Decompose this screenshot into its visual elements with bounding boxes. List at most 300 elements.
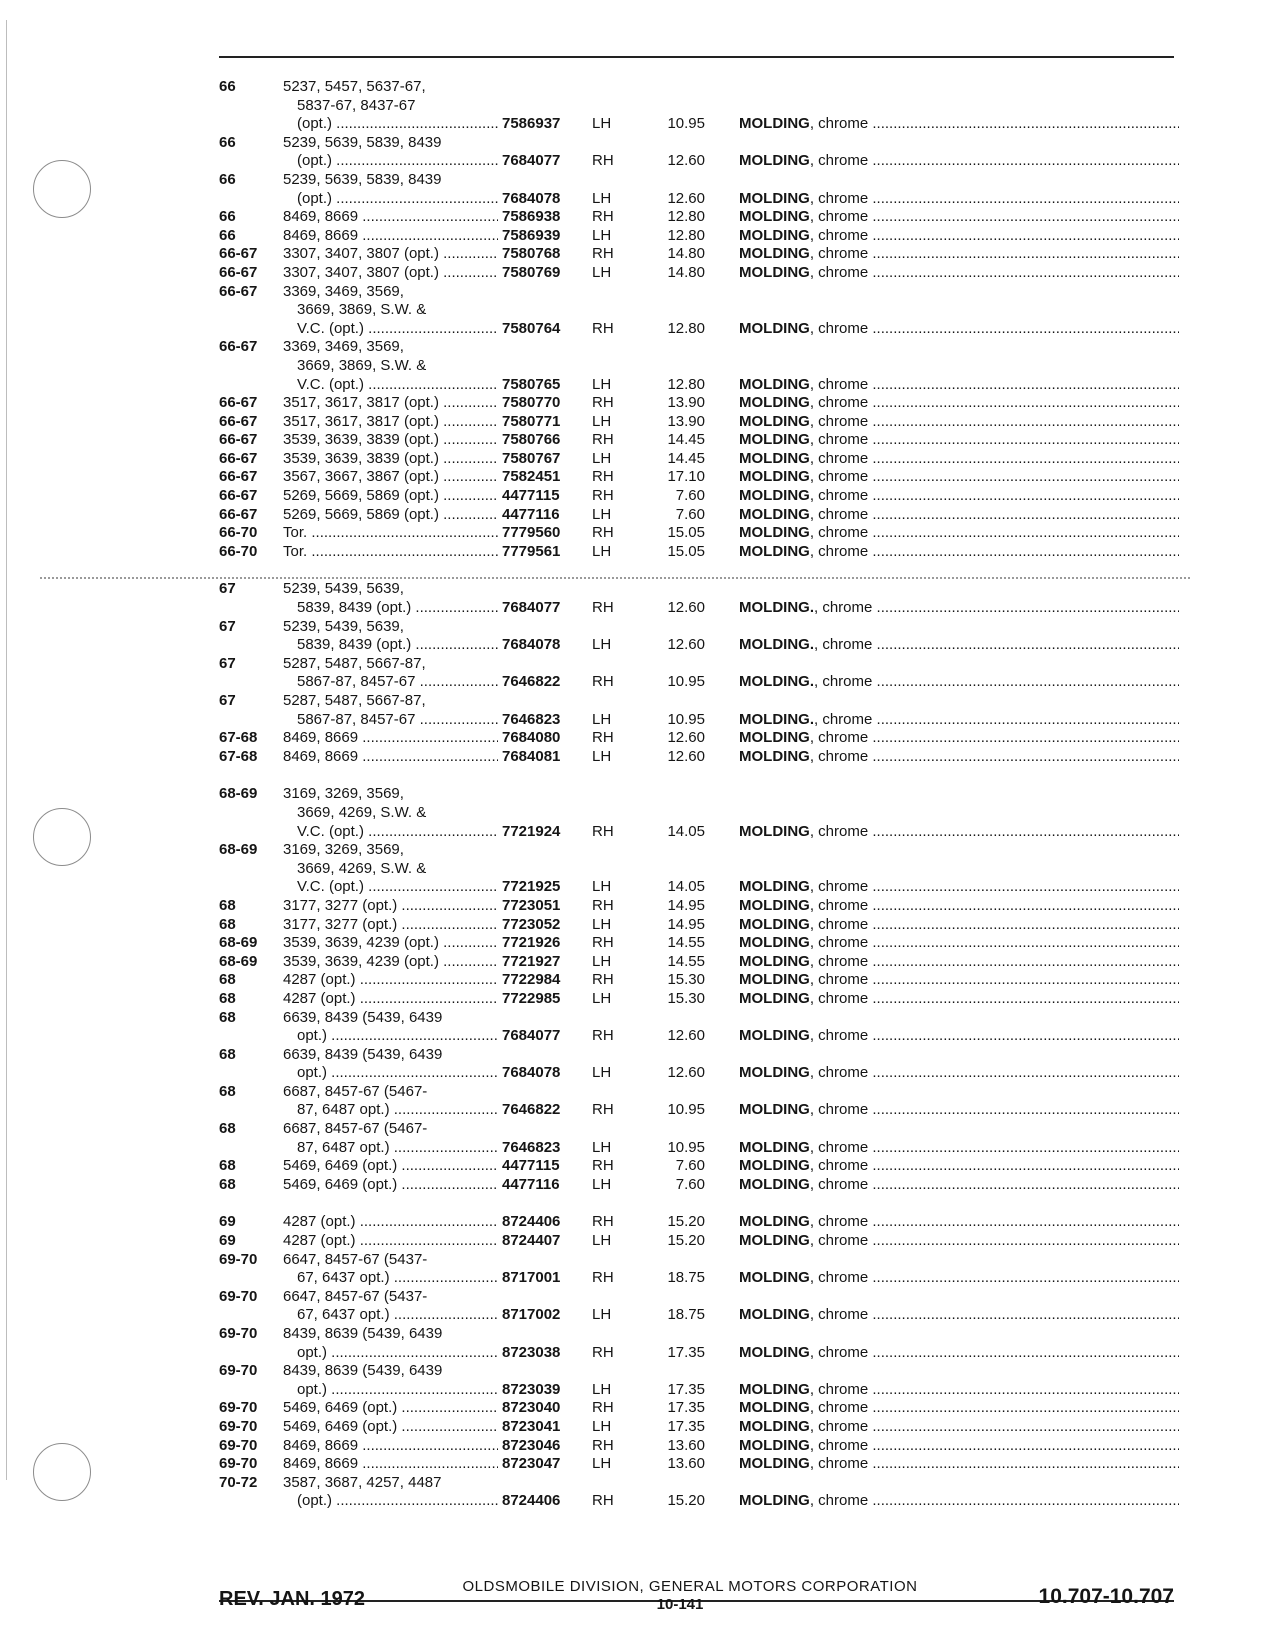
- model-numbers: [283, 413, 498, 432]
- side-code: RH: [592, 1157, 614, 1175]
- part-number: 7582451: [502, 468, 561, 486]
- model-year: 69-70: [219, 1287, 258, 1305]
- description-suffix: , chrome .....: [810, 376, 1179, 393]
- list-price: 15.20: [667, 1213, 705, 1231]
- table-row: [219, 524, 1179, 543]
- model-line: 3177, 3277 (opt.) .....: [283, 897, 498, 916]
- description-label: MOLDING: [739, 375, 810, 393]
- list-price: 10.95: [667, 1138, 705, 1156]
- model-numbers: [283, 1083, 498, 1120]
- description-suffix: , chrome .....: [810, 1455, 1179, 1472]
- model-numbers: [283, 971, 498, 990]
- side-code: RH: [592, 487, 614, 505]
- model-line: opt.) .....: [283, 1344, 498, 1363]
- description-label: MOLDING: [739, 747, 810, 765]
- model-line: 3539, 3639, 4239 (opt.) .....: [283, 934, 498, 953]
- model-numbers: [283, 785, 498, 841]
- top-rule: [219, 56, 1174, 58]
- side-code: LH: [592, 1455, 612, 1473]
- side-code: RH: [592, 673, 614, 691]
- part-description: [739, 1492, 1179, 1511]
- description-suffix: , chrome .....: [810, 916, 1179, 933]
- model-line: 3567, 3667, 3867 (opt.) .....: [283, 468, 498, 487]
- model-year: 66-67: [219, 468, 258, 486]
- list-price: 17.35: [667, 1343, 705, 1361]
- model-line: 8469, 8669 .....: [283, 1455, 498, 1474]
- model-year: 66: [219, 170, 236, 188]
- model-line: 3587, 3687, 4257, 4487: [283, 1473, 442, 1491]
- side-code: LH: [592, 1380, 612, 1398]
- model-year: 66-67: [219, 487, 258, 505]
- side-code: RH: [592, 1492, 614, 1510]
- model-year: 68-69: [219, 952, 258, 970]
- part-description: [739, 320, 1179, 339]
- description-label: MOLDING: [739, 878, 810, 896]
- side-code: LH: [592, 1232, 612, 1250]
- model-line: 6687, 8457-67 (5467-: [283, 1082, 428, 1100]
- model-year: 67: [219, 692, 236, 709]
- model-numbers: [283, 934, 498, 953]
- model-line: V.C. (opt.) .....: [283, 823, 498, 842]
- list-price: 13.60: [667, 1436, 705, 1454]
- description-suffix: , chrome .....: [810, 1399, 1179, 1416]
- description-suffix: , chrome .....: [810, 468, 1179, 485]
- description-label: MOLDING: [739, 208, 810, 226]
- table-row: [219, 208, 1179, 227]
- list-price: 15.05: [667, 542, 705, 560]
- table-row: [219, 729, 1179, 748]
- model-line: 87, 6487 opt.) .....: [283, 1101, 498, 1120]
- model-numbers: [283, 1251, 498, 1288]
- table-row: [219, 1325, 1179, 1362]
- part-description: [739, 599, 1179, 618]
- part-number: 8724407: [502, 1232, 561, 1250]
- description-label: MOLDING: [739, 189, 810, 207]
- description-label: MOLDING: [739, 915, 810, 933]
- model-year: 66-70: [219, 524, 258, 542]
- model-line: 4287 (opt.) .....: [283, 1232, 498, 1251]
- side-code: RH: [592, 208, 614, 226]
- part-number: 8724406: [502, 1492, 561, 1510]
- side-code: LH: [592, 542, 612, 560]
- table-row: [219, 171, 1179, 208]
- part-number: 8724406: [502, 1213, 561, 1231]
- description-label: MOLDING: [739, 1064, 810, 1082]
- list-price: 14.45: [667, 449, 705, 467]
- description-suffix: , chrome .....: [810, 1213, 1179, 1230]
- model-line: 8439, 8639 (5439, 6439: [283, 1325, 443, 1342]
- description-label: MOLDING: [739, 468, 810, 486]
- side-code: RH: [592, 896, 614, 914]
- description-suffix: , chrome .....: [810, 1269, 1179, 1286]
- list-price: 14.80: [667, 245, 705, 263]
- description-label: MOLDING: [739, 263, 810, 281]
- description-suffix: , chrome .....: [810, 1027, 1179, 1044]
- list-price: 7.60: [675, 487, 705, 505]
- footer-corporation: OLDSMOBILE DIVISION, GENERAL MOTORS CORPORATION: [430, 1578, 950, 1595]
- part-description: [739, 152, 1179, 171]
- model-year: 69: [219, 1213, 236, 1231]
- part-number: 7646823: [502, 710, 561, 728]
- table-row: [219, 692, 1179, 729]
- model-year: 66: [219, 133, 236, 151]
- model-numbers: [283, 1157, 498, 1176]
- side-code: RH: [592, 1101, 614, 1119]
- side-code: LH: [592, 878, 612, 896]
- table-row: [219, 748, 1179, 767]
- list-price: 17.10: [667, 468, 705, 486]
- description-suffix: , chrome .....: [810, 1176, 1179, 1193]
- table-row: [219, 990, 1179, 1009]
- part-number: 8717001: [502, 1269, 561, 1287]
- model-line: 5269, 5669, 5869 (opt.) .....: [283, 506, 498, 525]
- part-number: 7779560: [502, 524, 561, 542]
- model-line: 3669, 3869, S.W. &: [297, 301, 427, 319]
- model-numbers: [283, 506, 498, 525]
- model-line: 5469, 6469 (opt.) .....: [283, 1418, 498, 1437]
- description-suffix: , chrome .....: [810, 1437, 1179, 1454]
- side-code: LH: [592, 226, 612, 244]
- model-year: 66-67: [219, 449, 258, 467]
- table-row: [219, 468, 1179, 487]
- table-row: [219, 227, 1179, 246]
- description-label: MOLDING: [739, 245, 810, 263]
- table-row: [219, 1288, 1179, 1325]
- description-label: MOLDING: [739, 1157, 810, 1175]
- model-numbers: [283, 227, 498, 246]
- model-line: V.C. (opt.) .....: [283, 320, 498, 339]
- side-code: RH: [592, 1399, 614, 1417]
- list-price: 14.05: [667, 822, 705, 840]
- model-year: 68: [219, 1157, 236, 1175]
- part-description: [739, 1399, 1179, 1418]
- part-description: [739, 1381, 1179, 1400]
- model-line: 6687, 8457-67 (5467-: [283, 1120, 428, 1138]
- part-number: 8723038: [502, 1343, 561, 1361]
- side-code: RH: [592, 394, 614, 412]
- part-description: [739, 897, 1179, 916]
- part-description: [739, 878, 1179, 897]
- list-price: 12.60: [667, 189, 705, 207]
- model-numbers: [283, 78, 498, 134]
- model-line: 8469, 8669 .....: [283, 1437, 498, 1456]
- model-line: 3369, 3469, 3569,: [283, 282, 404, 300]
- list-price: 12.60: [667, 747, 705, 765]
- model-numbers: [283, 1176, 498, 1195]
- description-label: MOLDING: [739, 971, 810, 989]
- table-row: [219, 916, 1179, 935]
- list-price: 15.20: [667, 1232, 705, 1250]
- model-line: 3517, 3617, 3817 (opt.) .....: [283, 394, 498, 413]
- model-line: 6639, 8439 (5439, 6439: [283, 1008, 443, 1026]
- model-line: 3517, 3617, 3817 (opt.) .....: [283, 413, 498, 432]
- model-numbers: [283, 655, 498, 692]
- model-year: 69-70: [219, 1362, 258, 1380]
- part-description: [739, 245, 1179, 264]
- model-numbers: [283, 748, 498, 767]
- model-year: 69-70: [219, 1250, 258, 1268]
- list-price: 7.60: [675, 1157, 705, 1175]
- model-line: opt.) .....: [283, 1064, 498, 1083]
- side-code: RH: [592, 934, 614, 952]
- model-numbers: [283, 1232, 498, 1251]
- list-price: 12.80: [667, 208, 705, 226]
- model-year: 66-67: [219, 263, 258, 281]
- model-numbers: [283, 729, 498, 748]
- part-description: [739, 1344, 1179, 1363]
- part-number: 8723047: [502, 1455, 561, 1473]
- description-label: MOLDING: [739, 449, 810, 467]
- part-description: [739, 487, 1179, 506]
- description-label: MOLDING: [739, 394, 810, 412]
- model-line: 3539, 3639, 4239 (opt.) .....: [283, 953, 498, 972]
- description-label: MOLDING: [739, 729, 810, 747]
- part-number: 7684077: [502, 152, 561, 170]
- part-description: [739, 190, 1179, 209]
- side-code: RH: [592, 971, 614, 989]
- side-code: RH: [592, 1343, 614, 1361]
- part-number: 7586937: [502, 115, 561, 133]
- part-number: 7684081: [502, 747, 561, 765]
- description-label: MOLDING: [739, 952, 810, 970]
- model-year: 66-67: [219, 505, 258, 523]
- part-description: [739, 636, 1179, 655]
- part-description: [739, 990, 1179, 1009]
- model-line: 3369, 3469, 3569,: [283, 338, 404, 356]
- list-price: 14.55: [667, 934, 705, 952]
- description-label: MOLDING: [739, 1399, 810, 1417]
- description-suffix: , chrome .....: [814, 636, 1179, 653]
- model-line: 4287 (opt.) .....: [283, 971, 498, 990]
- table-row: [219, 245, 1179, 264]
- model-numbers: [283, 692, 498, 729]
- table-row: [219, 618, 1179, 655]
- part-description: [739, 506, 1179, 525]
- model-line: 3669, 4269, S.W. &: [297, 859, 427, 877]
- side-code: RH: [592, 319, 614, 337]
- part-description: [739, 823, 1179, 842]
- side-code: RH: [592, 1436, 614, 1454]
- model-numbers: [283, 1009, 498, 1046]
- model-numbers: [283, 208, 498, 227]
- description-label: MOLDING: [739, 822, 810, 840]
- list-price: 14.55: [667, 952, 705, 970]
- part-description: [739, 394, 1179, 413]
- side-code: LH: [592, 505, 612, 523]
- part-description: [739, 1455, 1179, 1474]
- model-year: 69: [219, 1232, 236, 1250]
- model-year: 67-68: [219, 729, 258, 747]
- model-year: 69-70: [219, 1436, 258, 1454]
- part-description: [739, 468, 1179, 487]
- part-number: 8723040: [502, 1399, 561, 1417]
- list-price: 14.05: [667, 878, 705, 896]
- part-number: 7723052: [502, 915, 561, 933]
- side-code: LH: [592, 412, 612, 430]
- list-price: 18.75: [667, 1269, 705, 1287]
- part-number: 7580769: [502, 263, 561, 281]
- list-price: 14.80: [667, 263, 705, 281]
- model-numbers: [283, 580, 498, 617]
- list-price: 10.95: [667, 673, 705, 691]
- part-description: [739, 1437, 1179, 1456]
- model-year: 69-70: [219, 1399, 258, 1417]
- model-numbers: [283, 1288, 498, 1325]
- description-label: MOLDING: [739, 542, 810, 560]
- description-label: MOLDING.: [739, 636, 814, 654]
- part-number: 8723039: [502, 1380, 561, 1398]
- list-price: 12.60: [667, 1027, 705, 1045]
- part-description: [739, 227, 1179, 246]
- model-numbers: [283, 245, 498, 264]
- description-suffix: , chrome .....: [810, 1306, 1179, 1323]
- description-suffix: , chrome .....: [810, 1232, 1179, 1249]
- footer-section-code: 10.707-10.707: [1038, 1585, 1174, 1608]
- model-year: 66-67: [219, 431, 258, 449]
- part-description: [739, 971, 1179, 990]
- part-description: [739, 711, 1179, 730]
- list-price: 14.45: [667, 431, 705, 449]
- part-number: 4477116: [502, 505, 560, 523]
- table-row: [219, 1046, 1179, 1083]
- table-row: [219, 1251, 1179, 1288]
- part-description: [739, 1418, 1179, 1437]
- model-numbers: [283, 524, 498, 543]
- part-number: 7646823: [502, 1138, 561, 1156]
- table-row: [219, 934, 1179, 953]
- part-number: 7684078: [502, 1064, 561, 1082]
- model-year: 68: [219, 1008, 236, 1026]
- description-suffix: , chrome .....: [810, 748, 1179, 765]
- description-suffix: , chrome .....: [810, 878, 1179, 895]
- part-number: 7580771: [502, 412, 561, 430]
- table-row: [219, 1176, 1179, 1195]
- part-number: 7684077: [502, 599, 561, 617]
- model-year: 69-70: [219, 1325, 258, 1342]
- list-price: 13.90: [667, 394, 705, 412]
- description-label: MOLDING.: [739, 710, 814, 728]
- binder-hole-bottom: [33, 1443, 91, 1501]
- side-code: RH: [592, 1269, 614, 1287]
- table-row: [219, 580, 1179, 617]
- description-suffix: , chrome .....: [810, 1139, 1179, 1156]
- table-row: [219, 841, 1179, 897]
- model-line: 3177, 3277 (opt.) .....: [283, 916, 498, 935]
- table-row: [219, 1083, 1179, 1120]
- part-description: [739, 1269, 1179, 1288]
- model-line: 4287 (opt.) .....: [283, 990, 498, 1009]
- description-suffix: , chrome .....: [810, 208, 1179, 225]
- side-code: RH: [592, 729, 614, 747]
- model-numbers: [283, 1325, 498, 1362]
- part-description: [739, 1064, 1179, 1083]
- footer-page-number: 10-141: [656, 1596, 704, 1613]
- description-suffix: , chrome .....: [810, 227, 1179, 244]
- description-label: MOLDING: [739, 1436, 810, 1454]
- model-line: 5269, 5669, 5869 (opt.) .....: [283, 487, 498, 506]
- description-suffix: , chrome .....: [810, 115, 1179, 132]
- table-row: [219, 785, 1179, 841]
- model-line: 3169, 3269, 3569,: [283, 785, 404, 803]
- part-number: 7684080: [502, 729, 561, 747]
- table-row: [219, 1157, 1179, 1176]
- model-year: 68: [219, 1082, 236, 1100]
- part-number: 7721924: [502, 822, 561, 840]
- description-suffix: , chrome .....: [810, 971, 1179, 988]
- part-number: 7586939: [502, 226, 561, 244]
- table-row: [219, 1455, 1179, 1474]
- model-numbers: [283, 1399, 498, 1418]
- model-line: 5867-87, 8457-67 .....: [283, 711, 498, 730]
- description-suffix: , chrome .....: [814, 711, 1179, 728]
- list-price: 12.60: [667, 152, 705, 170]
- description-label: MOLDING: [739, 989, 810, 1007]
- model-line: (opt.) .....: [283, 115, 498, 134]
- description-suffix: , chrome .....: [810, 1101, 1179, 1118]
- side-code: RH: [592, 822, 614, 840]
- description-suffix: , chrome .....: [810, 990, 1179, 1007]
- table-row: [219, 394, 1179, 413]
- part-number: 7580767: [502, 449, 561, 467]
- list-price: 17.35: [667, 1399, 705, 1417]
- description-suffix: , chrome .....: [810, 1064, 1179, 1081]
- description-label: MOLDING: [739, 319, 810, 337]
- description-suffix: , chrome .....: [810, 823, 1179, 840]
- part-description: [739, 450, 1179, 469]
- model-line: 5237, 5457, 5637-67,: [283, 78, 426, 95]
- part-number: 7580765: [502, 375, 561, 393]
- part-description: [739, 1176, 1179, 1195]
- model-numbers: [283, 283, 498, 339]
- model-line: 5837-67, 8437-67: [297, 96, 416, 114]
- model-numbers: [283, 468, 498, 487]
- model-numbers: [283, 953, 498, 972]
- table-row: [219, 450, 1179, 469]
- model-numbers: [283, 450, 498, 469]
- table-row: [219, 897, 1179, 916]
- side-code: LH: [592, 1417, 612, 1435]
- model-line: 3539, 3639, 3839 (opt.) .....: [283, 431, 498, 450]
- part-number: 7580770: [502, 394, 561, 412]
- side-code: LH: [592, 989, 612, 1007]
- list-price: 12.60: [667, 636, 705, 654]
- side-code: RH: [592, 152, 614, 170]
- part-number: 8723046: [502, 1436, 561, 1454]
- part-number: 7721926: [502, 934, 561, 952]
- description-label: MOLDING.: [739, 599, 814, 617]
- list-price: 17.35: [667, 1417, 705, 1435]
- description-suffix: , chrome .....: [810, 487, 1179, 504]
- model-line: 8439, 8639 (5439, 6439: [283, 1362, 443, 1380]
- description-suffix: , chrome .....: [810, 152, 1179, 169]
- part-description: [739, 1101, 1179, 1120]
- model-line: (opt.) .....: [283, 152, 498, 171]
- list-price: 7.60: [675, 1175, 705, 1193]
- description-label: MOLDING: [739, 412, 810, 430]
- side-code: LH: [592, 1138, 612, 1156]
- model-year: 66-67: [219, 412, 258, 430]
- binder-hole-middle: [33, 808, 91, 866]
- part-number: 7646822: [502, 673, 561, 691]
- model-year: 69-70: [219, 1417, 258, 1435]
- model-year: 66-67: [219, 338, 258, 356]
- model-year: 68-69: [219, 785, 258, 803]
- model-year: 68: [219, 1175, 236, 1193]
- description-label: MOLDING: [739, 1138, 810, 1156]
- description-label: MOLDING: [739, 1380, 810, 1398]
- page-edge-line: [6, 20, 7, 1480]
- model-line: (opt.) .....: [283, 1492, 498, 1511]
